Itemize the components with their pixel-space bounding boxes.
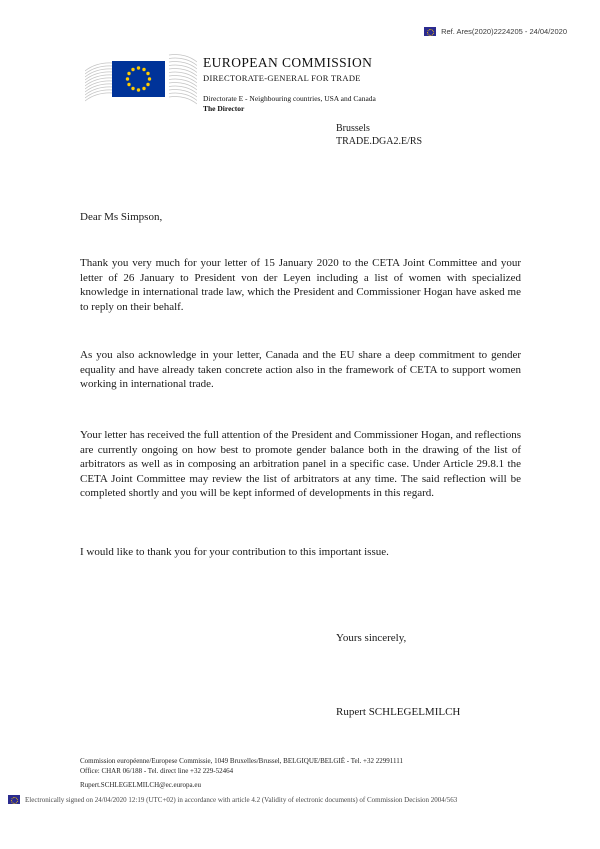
paragraph-2: As you also acknowledge in your letter, Canada and the EU share a deep commitment to gender equality and have already taken concrete action also in the framework of CETA to support women working in international trade. xyxy=(80,349,521,391)
eu-flag-icon xyxy=(424,27,436,36)
registry-reference-text: Ref. Ares(2020)2224205 - 24/04/2020 xyxy=(441,27,567,36)
directorate-unit: Directorate E - Neighbouring countries, USA and Canada xyxy=(203,94,376,103)
directorate-general: DIRECTORATE-GENERAL FOR TRADE xyxy=(203,73,361,83)
closing: Yours sincerely, xyxy=(336,632,407,644)
footer-email: Rupert.SCHLEGELMILCH@ec.europa.eu xyxy=(80,781,201,789)
paragraph-3: Your letter has received the full attention of the President and Commissioner Hogan, and reflections are currently ongoing on how best to promote gender balance both in the drawing of the list of arbitrators as well as in composing an arbitration panel in a specific case. Under Article 29.8.1 the CETA Joint Committee may review the list of arbitrators at any time. The said reflection will be completed shortly and you will be kept informed of developments in this regard. xyxy=(80,429,521,500)
electronic-signature-text: Electronically signed on 24/04/2020 12:19 (UTC+02) in accordance with article 4.2 (Validity of electronic documents) of Commission Decision 2004/563 xyxy=(25,795,458,804)
european-commission-logo-icon xyxy=(85,53,197,115)
organization-name: EUROPEAN COMMISSION xyxy=(203,55,373,70)
salutation: Dear Ms Simpson, xyxy=(80,211,163,223)
dateline-city: Brussels xyxy=(336,123,370,134)
footer-address: Commission européenne/Europese Commissie, 1049 Bruxelles/Brussel, BELGIQUE/BELGIË - Tel. +32 22991111 xyxy=(80,757,403,765)
eu-flag-icon xyxy=(8,795,20,804)
letterhead-text xyxy=(203,53,376,115)
footer-office: Office: CHAR 06/188 - Tel. direct line +32 229-52464 xyxy=(80,767,234,775)
letterhead xyxy=(85,53,376,115)
footer-contact xyxy=(80,756,403,776)
signer-name: Rupert SCHLEGELMILCH xyxy=(336,706,461,718)
dateline xyxy=(336,123,422,148)
sender-role: The Director xyxy=(203,104,245,113)
paragraph-1: Thank you very much for your letter of 15 January 2020 to the CETA Joint Committee and your letter of 26 January to President von der Leyen including a list of women with specialized knowledge in international trade law, which the President and Commissioner Hogan have asked me to reply on their behalf. xyxy=(80,257,521,313)
paragraph-4: I would like to thank you for your contribution to this important issue. xyxy=(80,546,389,558)
electronic-signature-bar xyxy=(8,795,592,804)
registry-reference xyxy=(424,27,567,36)
dateline-reference: TRADE.DGA2.E/RS xyxy=(336,135,423,147)
